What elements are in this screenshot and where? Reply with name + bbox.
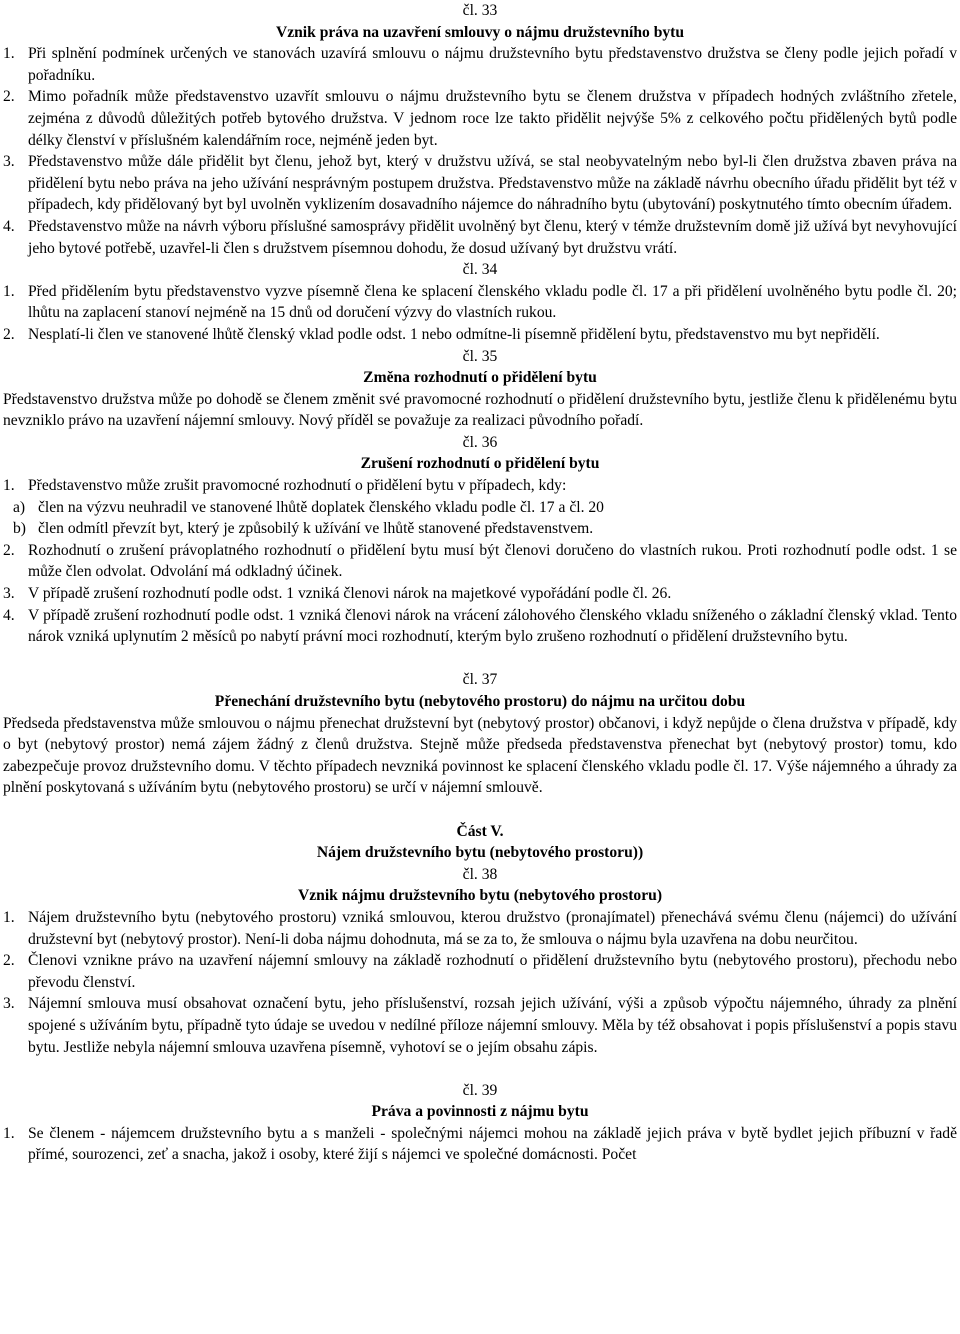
numbered-item [3, 907, 957, 950]
blank-line [3, 799, 957, 821]
article-section [3, 0, 957, 259]
numbered-item [3, 324, 957, 346]
article-paragraph: Předseda představenstva může smlouvou o nájmu přenechat družstevní byt (nebytový prostor) občanovi, i když nepůjde o člena družstva v případě, kdy o byt (nebytový prostor) nemá zájem žádný z členů družstva. Stejně může předseda představenstva přenechat byt (nebytový prostor) tomu, kdo zabezpečuje provoz družstevního domu. V těchto případech nevzniká povinnost ke splacení členského vkladu podle čl. 17. Výše nájemného a úhrady za plnění poskytovaná s užíváním bytu (nebytového prostoru) se určí v nájemní smlouvě. [3, 714, 957, 797]
article-number: čl. 35 [462, 347, 498, 365]
subitem-text: člen na výzvu neuhradil ve stanovené lhůtě doplatek členského vkladu podle čl. 17 a čl. 20 [38, 498, 604, 516]
article-title: Zrušení rozhodnutí o přidělení bytu [360, 455, 600, 473]
item-text: Se členem - nájemcem družstevního bytu a s manželi - společnými nájemci mohou na základě jejich práva v bytě bydlet jejich příbuzní v řadě přímé, sourozenci, zeť a snacha, jakož i osoby, které žijí s nájemci ve společné domácnosti. Počet [28, 1124, 957, 1164]
numbered-item [3, 86, 957, 151]
item-text: V případě zrušení rozhodnutí podle odst. 1 vzniká členovi nárok na majetkové vypořádání podle čl. 26. [28, 585, 672, 603]
item-number: 1. [3, 45, 15, 63]
item-text: V případě zrušení rozhodnutí podle odst. 1 vzniká členovi nárok na vrácení zálohového členského vkladu sníženého o základní členský vklad. Tento nárok vzniká uplynutím 2 měsíců po nabytí právní moci rozhodnutí, kterým bylo zrušeno rozhodnutí o přidělení družstevního bytu. [28, 606, 957, 646]
article-number: čl. 33 [462, 2, 498, 19]
numbered-item [3, 1123, 957, 1166]
item-number: 1. [3, 282, 15, 300]
article-paragraph: Představenstvo družstva může po dohodě se členem změnit své pravomocné rozhodnutí o přidělení družstevního bytu, jestliže členu k přidělenému bytu nevzniklo právo na uzavření nájemní smlouvy. Nový příděl se považuje za realizaci původního pořadí. [3, 390, 957, 430]
numbered-item [3, 540, 957, 583]
numbered-item [3, 950, 957, 993]
article-title: Práva a povinnosti z nájmu bytu [371, 1103, 589, 1121]
article-section [3, 1080, 957, 1166]
blank-line [3, 648, 957, 670]
subitem-text: člen odmítl převzít byt, který je způsobilý k užívání ve lhůtě stanovené představenstvem. [38, 520, 594, 538]
numbered-item [3, 605, 957, 648]
item-number: 1. [3, 477, 15, 495]
item-number: 3. [3, 995, 15, 1013]
item-text: Nájem družstevního bytu (nebytového prostoru) vzniká smlouvou, kterou družstvo (pronajímatel) přenechává svému členu (nájemci) do užívání družstevní byt (nebytový prostor). Není-li doba nájmu dohodnuta, má se za to, že smlouva o nájmu byla uzavřena na dobu neurčitou. [28, 908, 957, 948]
item-number: 2. [3, 952, 15, 970]
item-number: 1. [3, 1124, 15, 1142]
item-number: 1. [3, 908, 15, 926]
article-number: čl. 37 [462, 671, 498, 689]
item-number: 3. [3, 153, 15, 171]
article-title: Vznik nájmu družstevního bytu (nebytového prostoru) [297, 887, 663, 905]
article-section [3, 432, 957, 670]
item-number: 4. [3, 217, 15, 235]
item-text: Představenstvo může na návrh výboru příslušné samosprávy přidělit uvolněný byt členu, který v témže družstevním domě již užívá byt nevyhovující jeho bytové potřebě, uzavřel-li člen s družstvem písemnou dohodu, že dosud užívaný byt družstvu vrátí. [28, 217, 957, 257]
numbered-item [3, 993, 957, 1058]
lettered-subitem [3, 497, 957, 519]
item-text: Při splnění podmínek určených ve stanovách uzavírá smlouvu o nájmu družstevního bytu představenstvo družstva se členy podle jejich pořadí v pořadníku. [28, 45, 957, 84]
item-number: 3. [3, 585, 15, 603]
numbered-item [3, 583, 957, 605]
item-number: 2. [3, 541, 15, 559]
numbered-item [3, 151, 957, 216]
item-number: 2. [3, 325, 15, 343]
part-section [3, 821, 957, 864]
subitem-letter: a) [13, 498, 26, 516]
article-number: čl. 38 [462, 865, 498, 883]
item-number: 2. [3, 88, 15, 106]
item-text: Před přidělením bytu představenstvo vyzve písemně člena ke splacení členského vkladu podle čl. 17 a při přidělení uvolněného bytu podle čl. 20; lhůtu na zaplacení stanoví nejméně na 15 dnů od doručení výzvy do vlastních rukou. [28, 282, 957, 322]
item-text: Členovi vznikne právo na uzavření nájemní smlouvy na základě rozhodnutí o přidělení družstevního bytu (nebytového prostoru), přechodu nebo převodu členství. [28, 952, 957, 991]
subitem-letter: b) [13, 520, 26, 538]
item-text: Představenstvo může dále přidělit byt členu, jehož byt, který v družstvu užívá, se stal neobyvatelným nebo byl-li člen družstva zbaven práva na přidělení bytu nebo práva na jeho užívání nesprávným postupem družstva. Představenstvo může na základě návrhu obecního úřadu přidělit byt též v případech, kdy přidělovaný byt byl uvolněn vyklizením dosavadního nájemce do náhradního bytu (ubytování) poskytnutého tímto obecním úřadem. [28, 153, 957, 214]
numbered-item [3, 475, 957, 497]
article-number: čl. 39 [462, 1081, 498, 1099]
lettered-subitem [3, 518, 957, 540]
numbered-item [3, 216, 957, 259]
article-section [3, 669, 957, 820]
item-text: Nájemní smlouva musí obsahovat označení bytu, jeho příslušenství, rozsah jejich užívání, výši a způsob výpočtu nájemného, úhrady za plnění spojené s užíváním bytu, případně tyto údaje se uvedou v nedílné příloze nájemní smlouvy. Měla by též obsahovat i popis příslušenství a popis stavu bytu. Jestliže nebyla nájemní smlouva uzavřena písemně, vyhotoví se o jejím obsahu zápis. [28, 995, 957, 1056]
blank-line [3, 1058, 957, 1080]
numbered-item [3, 281, 957, 324]
article-section [3, 259, 957, 345]
item-text: Nesplatí-li člen ve stanovené lhůtě členský vklad podle odst. 1 nebo odmítne-li písemně přidělení bytu, představenstvo mu byt nepřidělí. [28, 325, 880, 343]
article-title: Vznik práva na uzavření smlouvy o nájmu družstevního bytu [275, 23, 685, 41]
article-section [3, 346, 957, 432]
item-text: Představenstvo může zrušit pravomocné rozhodnutí o přidělení bytu v případech, kdy: [28, 477, 567, 495]
item-number: 4. [3, 606, 15, 624]
part-heading: Část V. [456, 822, 504, 840]
article-section [3, 864, 957, 1080]
item-text: Rozhodnutí o zrušení právoplatného rozhodnutí o přidělení bytu musí být členovi doručeno do vlastních rukou. Proti rozhodnutí podle odst. 1 se může člen odvolat. Odvolání má odkladný účinek. [28, 541, 957, 581]
article-number: čl. 36 [462, 433, 498, 451]
article-title: Změna rozhodnutí o přidělení bytu [363, 369, 597, 387]
article-title: Přenechání družstevního bytu (nebytového prostoru) do nájmu na určitou dobu [214, 693, 746, 710]
numbered-item [3, 43, 957, 86]
article-number: čl. 34 [462, 261, 498, 279]
part-title: Nájem družstevního bytu (nebytového prostoru)) [316, 844, 644, 862]
item-text: Mimo pořadník může představenstvo uzavřít smlouvu o nájmu družstevního bytu se členem družstva v případech hodných zvláštního zřetele, zejména z důvodů důležitých potřeb bytového družstva. V jednom roce lze takto přidělit nejvýše 5% z celkového počtu přidělených bytů podle délky členství v příslušném kalendářním roce, nejméně jeden byt. [28, 88, 957, 149]
